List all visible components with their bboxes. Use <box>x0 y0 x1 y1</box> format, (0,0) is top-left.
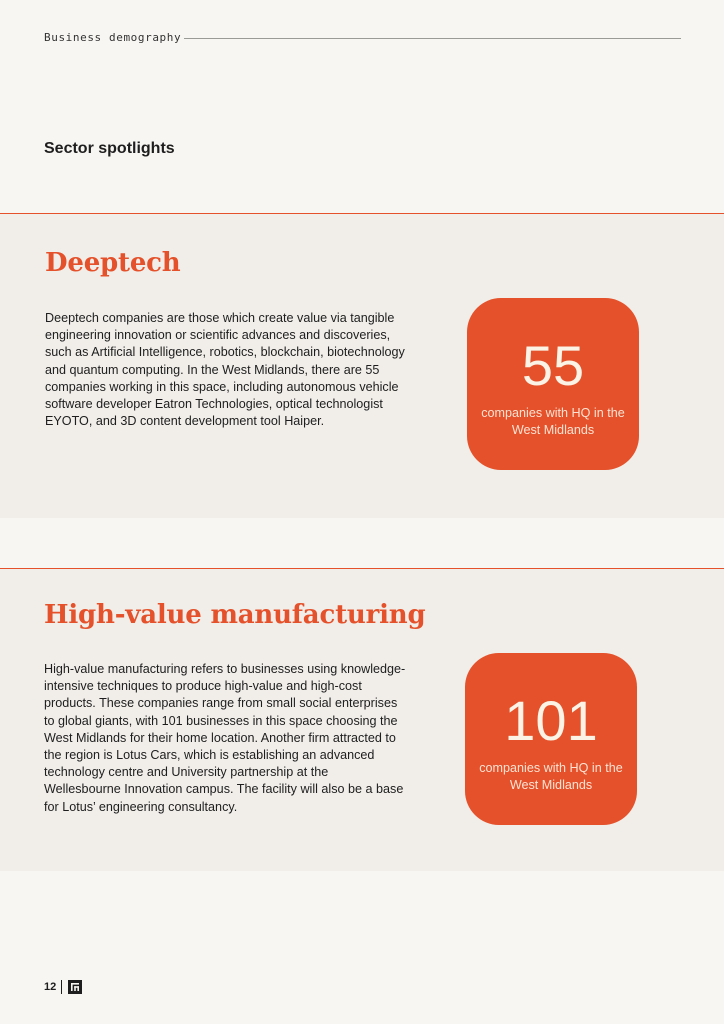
sector-title: Deeptech <box>45 248 181 278</box>
sector-panel-deeptech <box>0 213 724 518</box>
stat-card <box>465 653 637 825</box>
sector-title: High-value manufacturing <box>44 600 426 630</box>
header-divider <box>184 38 681 39</box>
stat-card <box>467 298 639 470</box>
page-footer <box>44 980 82 994</box>
section-heading: Sector spotlights <box>44 140 175 157</box>
stat-value: 101 <box>504 689 598 752</box>
stat-value: 55 <box>521 334 585 397</box>
sector-description: Deeptech companies are those which create value via tangible engineering innovation or scientific advances and discoveries, such as Artificial Intelligence, robotics, blockchain, biotechnology and quantum computing. In the West Midlands, there are 55 companies working in this space, including autonomous vehicle software developer Eatron Technologies, optical technologist EYOTO, and 3D content development tool Haiper. <box>45 311 405 429</box>
stat-caption: companies with HQ in the West Midlands <box>479 761 623 792</box>
stat-caption: companies with HQ in the West Midlands <box>481 406 625 437</box>
footer-divider <box>61 980 62 994</box>
brand-logo-icon <box>68 980 82 994</box>
sector-panel-high-value-manufacturing <box>0 568 724 871</box>
sector-description: High-value manufacturing refers to businesses using knowledge-intensive techniques to produce high-value and high-cost products. These companies range from small social enterprises to global giants, with 101 businesses in this space choosing the West Midlands for their home location. Another firm attracted to the region is Lotus Cars, which is establishing an advanced technology centre and University partnership at the Wellesbourne Innovation campus. The facility will also be a base for Lotus’ engineering consultancy. <box>44 662 406 814</box>
page-number: 12 <box>44 981 57 993</box>
running-header: Business demography <box>44 31 182 44</box>
